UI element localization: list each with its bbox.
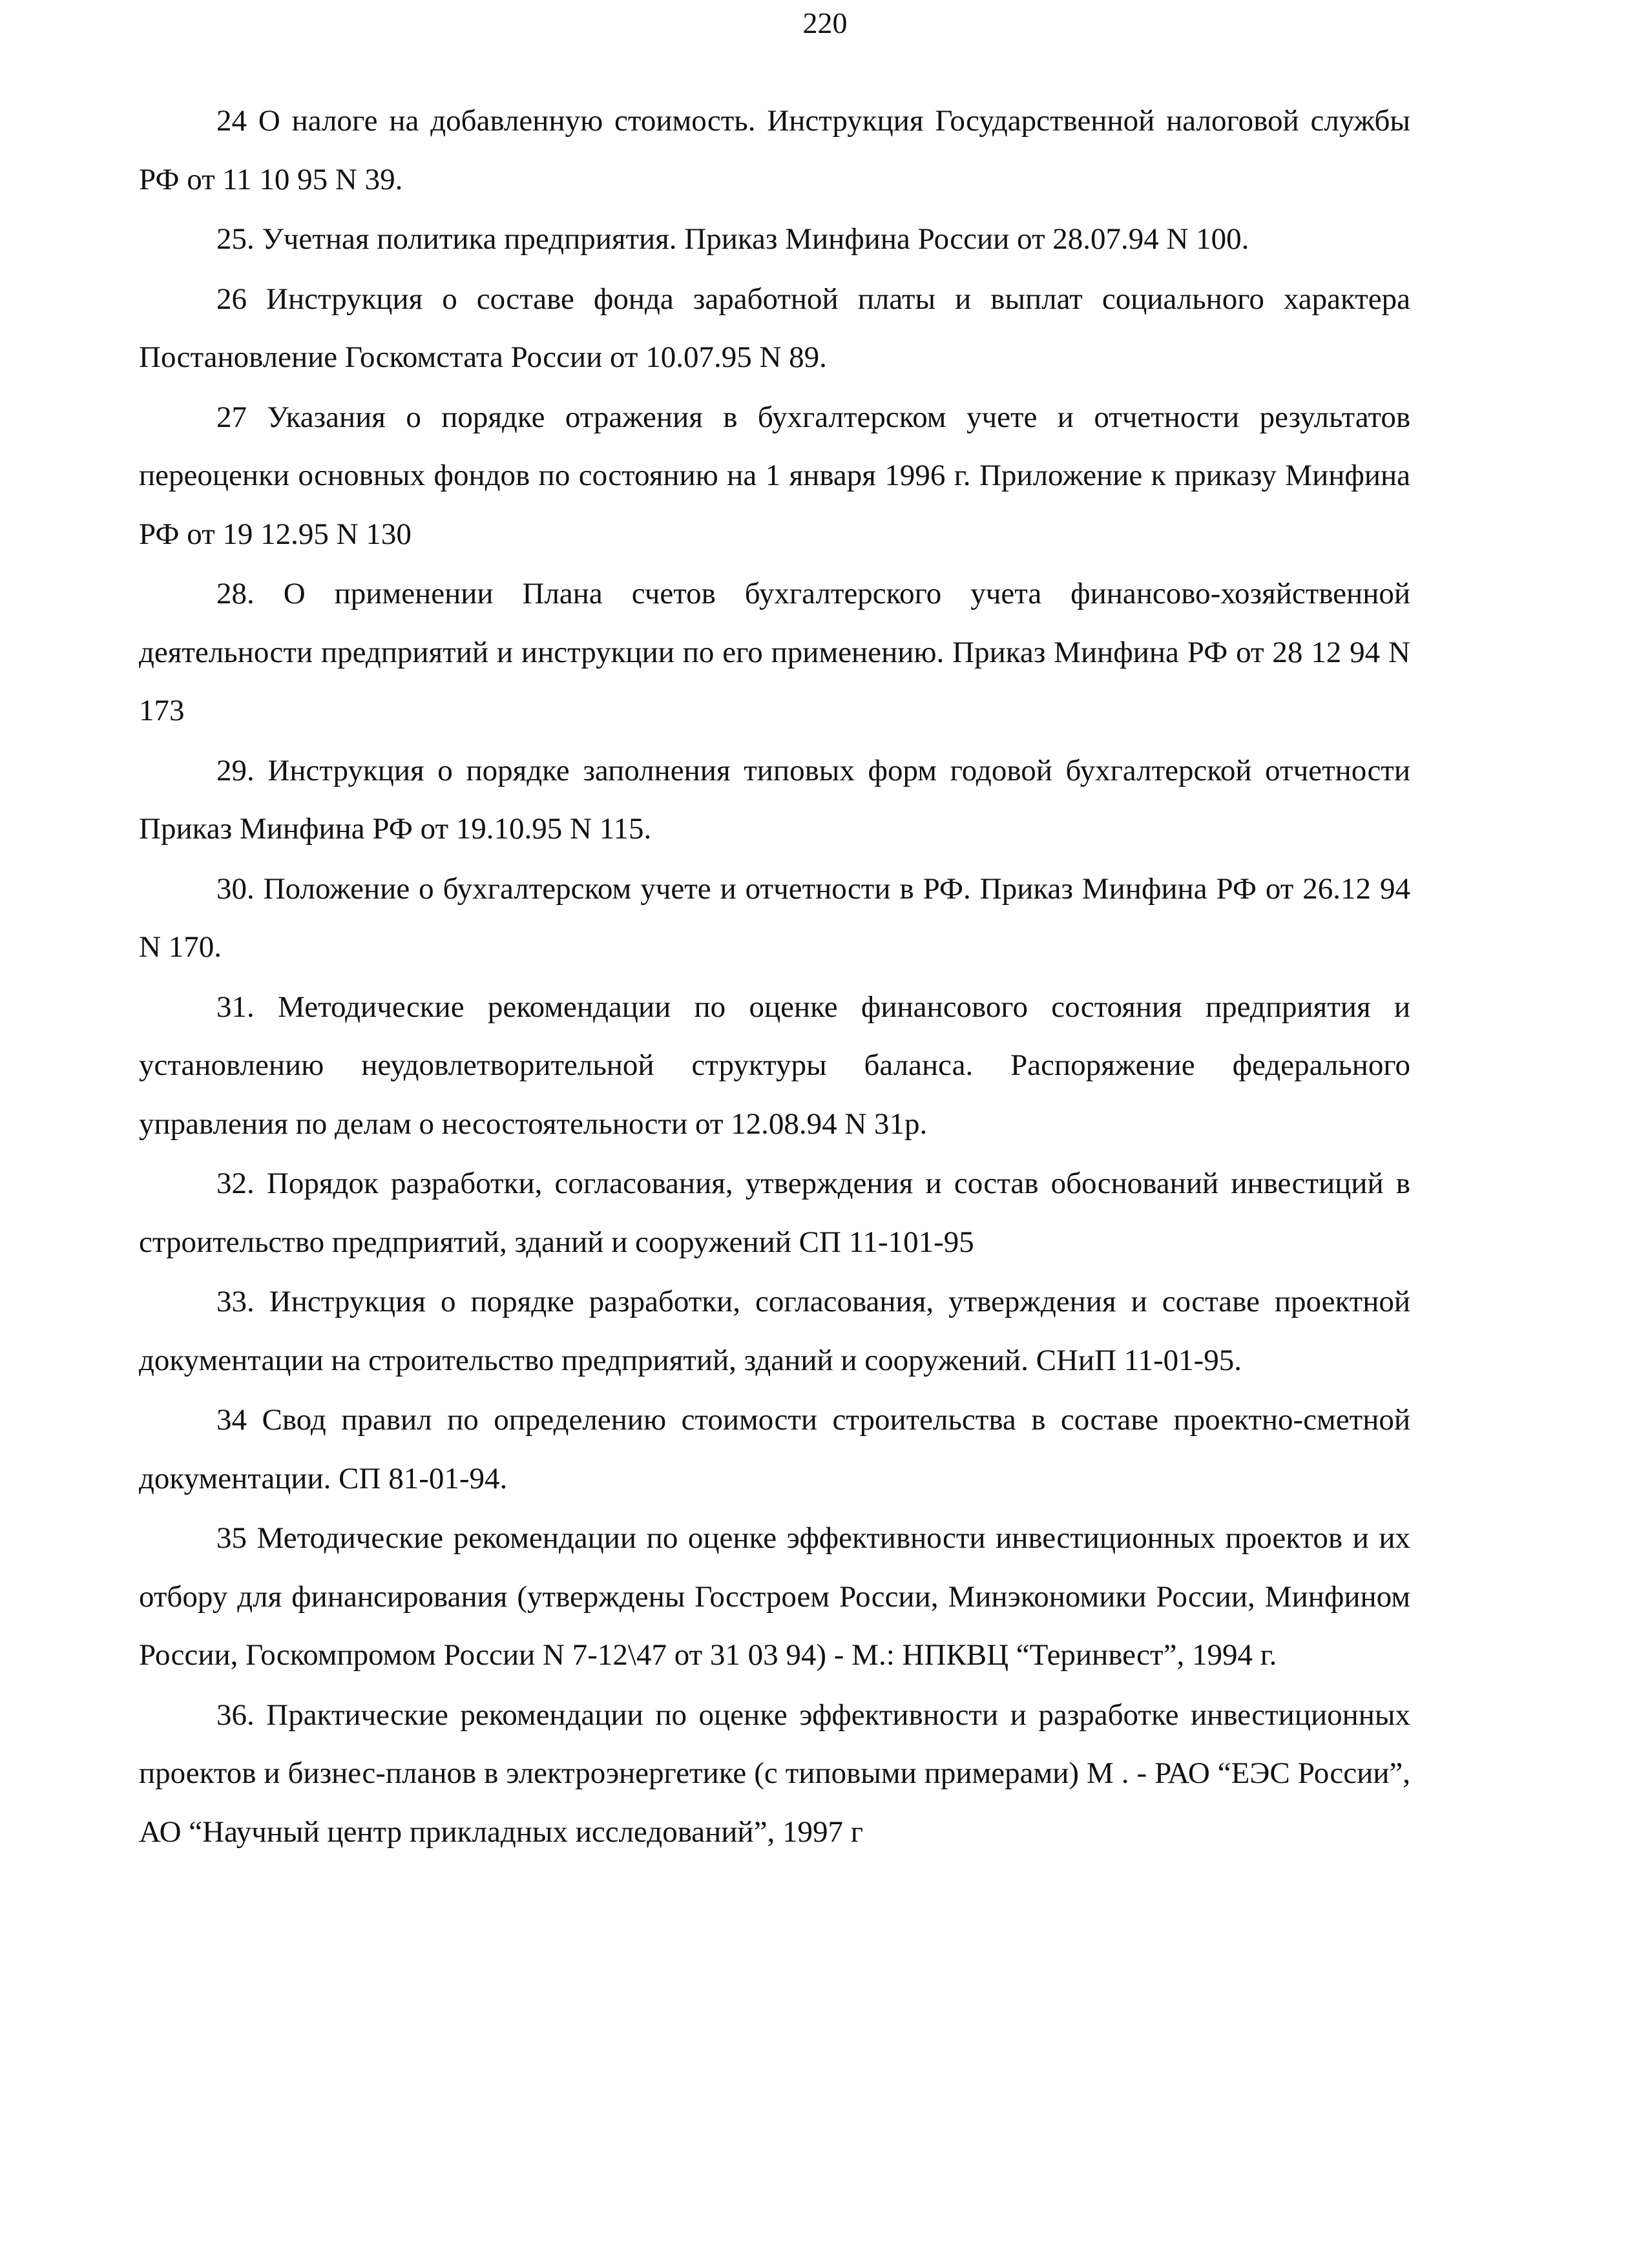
reference-text: Практические рекомендации по оценке эффективности и разработке инвестиционных проектов и бизнес-планов в электроэнергетике (с типовыми примерами) М . - РАО “ЕЭС России”, АО “Научный центр прикладных исследований”, 1997 г: [139, 1698, 1411, 1849]
reference-item: [139, 388, 1410, 564]
reference-number: 34: [216, 1403, 247, 1437]
reference-text: Указания о порядке отражения в бухгалтерском учете и отчетности результатов переоценки основных фондов по состоянию на 1 января 1996 г. Приложение к приказу Минфина РФ от 19 12.95 N 130: [139, 400, 1411, 551]
reference-number: 24: [216, 104, 247, 138]
reference-number: 31.: [216, 990, 255, 1024]
reference-number: 25.: [216, 222, 255, 256]
reference-text: Инструкция о порядке разработки, согласования, утверждения и составе проектной документации на строительство предприятий, зданий и сооружений. СНиП 11-01-95.: [139, 1285, 1411, 1377]
reference-item: [139, 565, 1410, 740]
reference-text: Методические рекомендации по оценке финансового состояния предприятия и установлению неудовлетворительной структуры баланса. Распоряжение федерального управления по делам о несостоятельности от 12.08.94 N 31р.: [139, 990, 1411, 1141]
reference-item: [139, 1391, 1410, 1508]
reference-text: О налоге на добавленную стоимость. Инструкция Государственной налоговой службы РФ от 11 10 95 N 39.: [139, 104, 1410, 196]
reference-number: 36.: [216, 1698, 255, 1732]
reference-item: [139, 860, 1410, 977]
reference-number: 32.: [216, 1167, 255, 1200]
reference-item: [139, 742, 1410, 858]
reference-text: Инструкция о составе фонда заработной платы и выплат социального характера Постановление Госкомстата России от 10.07.95 N 89.: [139, 282, 1411, 374]
reference-number: 35: [216, 1521, 247, 1555]
reference-number: 33.: [216, 1285, 255, 1318]
reference-item: [139, 270, 1410, 387]
reference-number: 30.: [216, 871, 255, 906]
page-number: 220: [802, 6, 848, 39]
reference-item: [139, 978, 1410, 1154]
reference-item: [139, 1686, 1410, 1862]
reference-number: 27: [216, 400, 247, 434]
reference-item: [139, 1509, 1410, 1685]
reference-text: Положение о бухгалтерском учете и отчетности в РФ. Приказ Минфина РФ от 26.12 94 N 170.: [139, 871, 1410, 964]
reference-number: 26: [216, 282, 247, 316]
reference-item: [139, 92, 1410, 209]
reference-item: [139, 1273, 1410, 1389]
reference-text: Порядок разработки, согласования, утверждения и состав обоснований инвестиций в строительство предприятий, зданий и сооружений СП 11-101-95: [139, 1167, 1410, 1259]
reference-item: [139, 210, 1410, 269]
reference-list: [139, 92, 1410, 1862]
reference-text: Методические рекомендации по оценке эффективности инвестиционных проектов и их отбору для финансирования (утверждены Госстроем России, Минэкономики России, Минфином России, Госкомпромом России N 7-12\47 от 31 03 94) - М.: НПКВЦ “Теринвест”, 1994 г.: [139, 1521, 1411, 1672]
reference-number: 28.: [216, 577, 255, 610]
reference-text: Свод правил по определению стоимости строительства в составе проектно-сметной документации. СП 81-01-94.: [139, 1403, 1411, 1495]
reference-number: 29.: [216, 753, 255, 787]
reference-text: Инструкция о порядке заполнения типовых форм годовой бухгалтерской отчетности Приказ Минфина РФ от 19.10.95 N 115.: [139, 753, 1410, 846]
reference-text: О применении Плана счетов бухгалтерского учета финансово-хозяйственной деятельности предприятий и инструкции по его применению. Приказ Минфина РФ от 28 12 94 N 173: [139, 577, 1410, 727]
reference-text: Учетная политика предприятия. Приказ Минфина России от 28.07.94 N 100.: [262, 222, 1249, 256]
reference-item: [139, 1154, 1410, 1271]
